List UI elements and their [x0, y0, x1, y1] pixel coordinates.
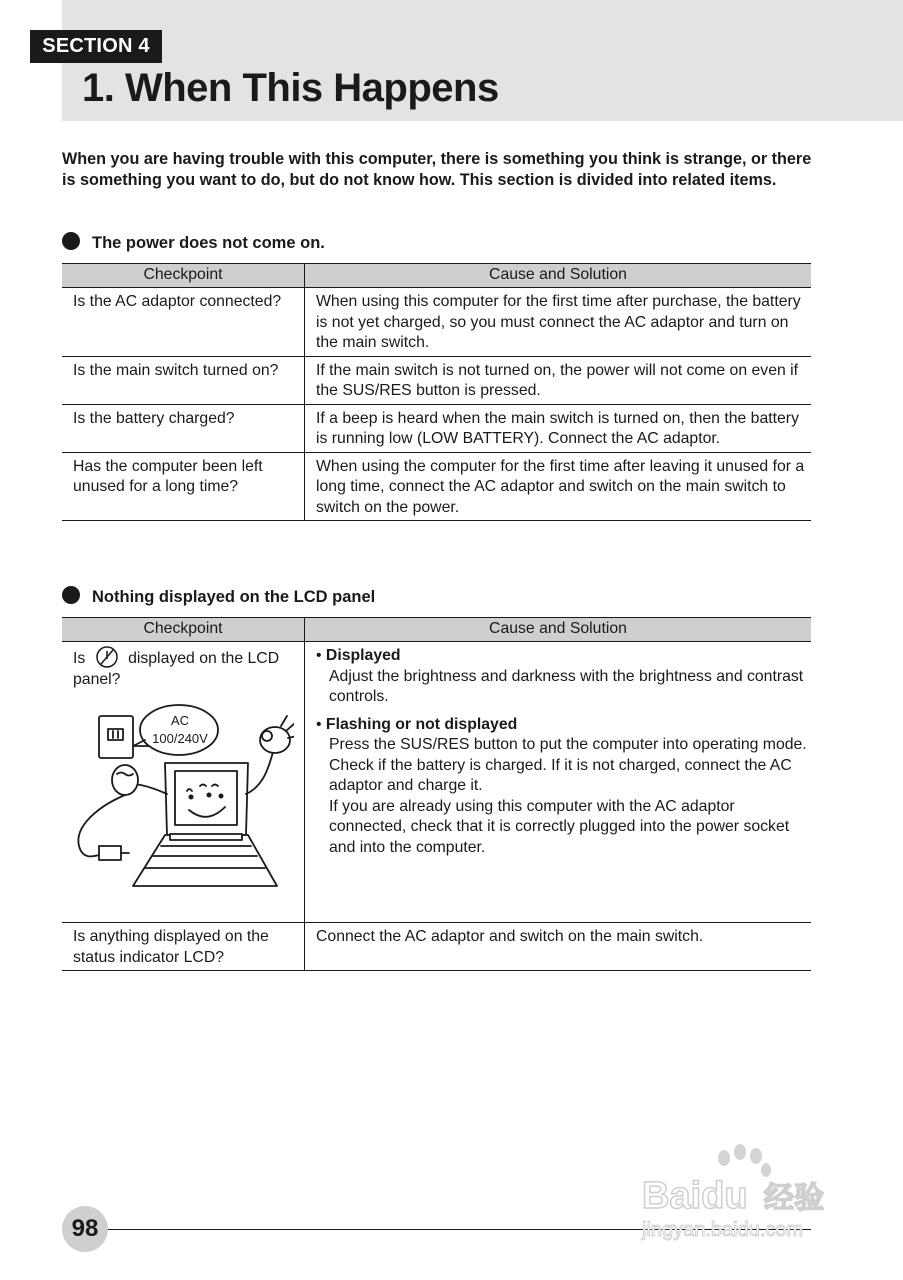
bubble-line-1: AC [170, 713, 190, 728]
checkpoint-cell [62, 642, 305, 923]
checkpoint-text-before: Is [73, 650, 86, 667]
power-symbol-icon [94, 646, 120, 668]
bullet-mark: • [316, 647, 322, 664]
watermark-url: jingyan.baidu.com [642, 1219, 804, 1241]
watermark-brand: Baidu [642, 1175, 748, 1217]
bullet-body: If you are already using this computer with the AC adaptor connected, check that it is correctly plugged into the power socket and into the computer. [329, 797, 790, 856]
checkpoint-cell: Is the AC adaptor connected? [62, 288, 305, 357]
paw-icon [718, 1144, 771, 1177]
solution-cell: When using this computer for the first time after purchase, the battery is not yet charged, so you must connect the AC adaptor and turn on the main switch. [305, 288, 812, 357]
page-title: 1. When This Happens [82, 66, 499, 110]
bubble-line-2: 100/240V [152, 731, 208, 746]
intro-paragraph: When you are having trouble with this computer, there is something you think is strange, or there is something you want to do, but do not know how. This section is divided into related items. [62, 150, 812, 189]
page-number: 98 [62, 1206, 108, 1252]
section-heading-text: Nothing displayed on the LCD panel [92, 588, 376, 606]
laptop-mascot-illustration [69, 696, 294, 901]
bullet-circle-icon [62, 586, 80, 604]
bullet-title: Displayed [325, 647, 401, 664]
lcd-table [62, 617, 811, 971]
bullet-body: Adjust the brightness and darkness with the brightness and contrast controls. [329, 667, 804, 705]
table-row [62, 923, 811, 971]
checkpoint-cell: Has the computer been left unused for a long time? [62, 452, 305, 521]
power-table [62, 263, 811, 521]
table-row [62, 404, 811, 452]
table-row [62, 356, 811, 404]
table-row [62, 642, 811, 923]
bullet-title: Flashing or not displayed [325, 715, 518, 733]
section-tag: SECTION 4 [30, 30, 162, 63]
solution-cell: Connect the AC adaptor and switch on the main switch. [305, 923, 812, 971]
table-row [62, 452, 811, 521]
bullet-circle-icon [62, 232, 80, 250]
checkpoint-cell: Is anything displayed on the status indicator LCD? [62, 923, 305, 971]
solution-cell: If the main switch is not turned on, the power will not come on even if the SUS/RES button is pressed. [305, 356, 812, 404]
section-heading-power [62, 232, 325, 253]
table-header-row [62, 618, 811, 642]
column-header-checkpoint: Checkpoint [62, 264, 305, 288]
bullet-body: Press the SUS/RES button to put the computer into operating mode. Check if the battery is charged. If it is not charged, connect the AC adaptor and charge it. [329, 736, 807, 794]
baidu-watermark [640, 1142, 855, 1247]
bullet-mark: • [316, 715, 322, 733]
solution-cell: If a beep is heard when the main switch is turned on, then the battery is running low (LOW BATTERY). Connect the AC adaptor. [305, 404, 812, 452]
column-header-solution: Cause and Solution [305, 264, 812, 288]
table-row [62, 288, 811, 357]
column-header-solution: Cause and Solution [305, 618, 812, 642]
solution-cell: When using the computer for the first time after leaving it unused for a long time, connect the AC adaptor and switch on the main switch to switch on the power. [305, 452, 812, 521]
section-heading-lcd [62, 586, 375, 607]
column-header-checkpoint: Checkpoint [62, 618, 305, 642]
checkpoint-text-after: displayed on the LCD panel? [73, 650, 280, 688]
solution-cell [305, 642, 812, 923]
watermark-brand-cn: 经验 [764, 1181, 824, 1216]
table-header-row [62, 264, 811, 288]
checkpoint-cell: Is the main switch turned on? [62, 356, 305, 404]
section-heading-text: The power does not come on. [92, 234, 325, 252]
checkpoint-cell: Is the battery charged? [62, 404, 305, 452]
bullet-flashing [316, 715, 807, 736]
bullet-displayed [316, 646, 807, 667]
